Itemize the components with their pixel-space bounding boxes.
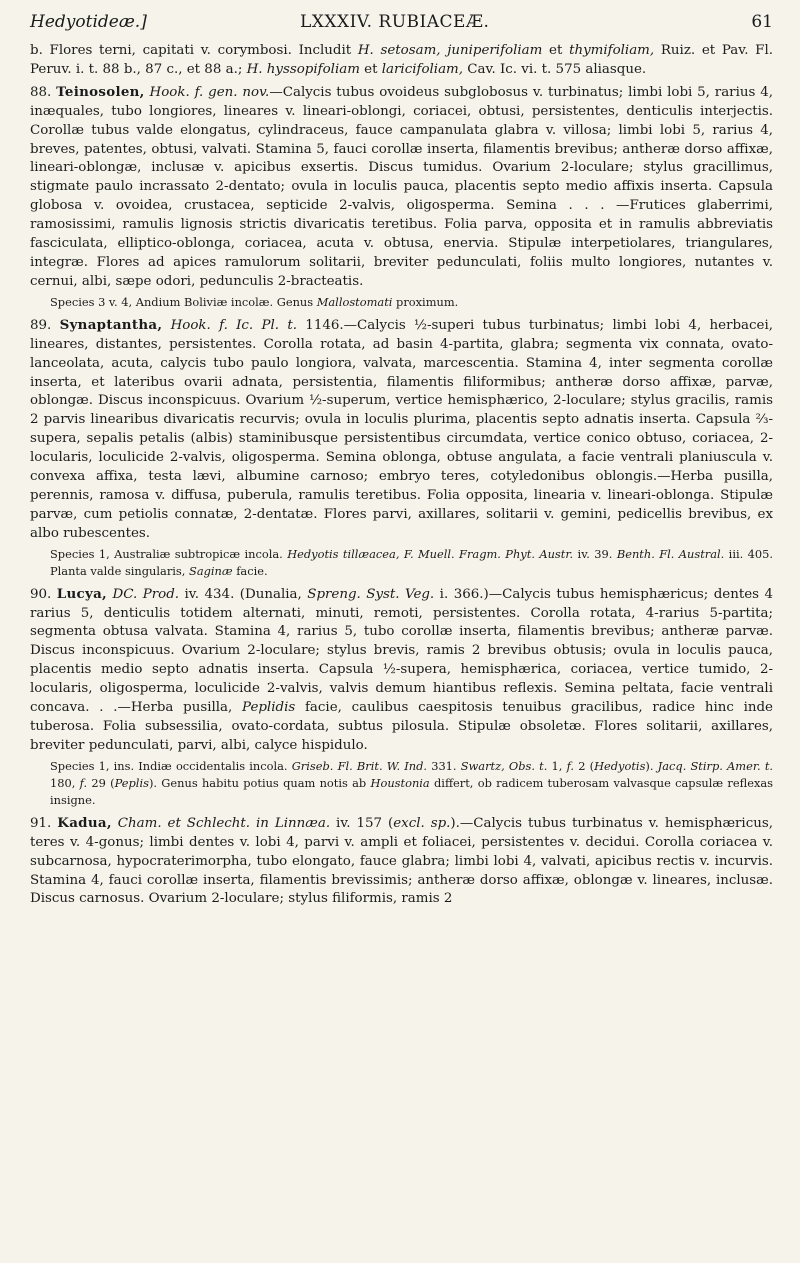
genus-name: Kadua,	[57, 814, 112, 831]
genus-entry-88	[30, 83, 773, 292]
genus-number: 88.	[30, 84, 52, 100]
page-number: 61	[751, 12, 773, 32]
genus-entry-89	[30, 316, 773, 544]
header-family-title: LXXXIV. RUBIACEÆ.	[300, 12, 490, 32]
genus-number: 90.	[30, 586, 52, 602]
genus-name: Synaptantha,	[59, 316, 163, 333]
genus-number: 91.	[30, 815, 52, 831]
genus-name: Teinosolen,	[56, 83, 145, 100]
genus-authority: Hook. f. Ic. Pl. t.	[170, 317, 297, 333]
genus-number: 89.	[30, 317, 52, 333]
genus-note-89: Species 1, Australiæ subtropicæ incola. Hedyotis tillæacea, F. Muell. Fragm. Phyt. Austr. iv. 39. Benth. Fl. Austral. iii. 405. Planta valde singularis, Saginæ facie.	[50, 546, 773, 578]
intro-paragraph: b. Flores terni, capitati v. corymbosi. Includit H. setosam, juniperifoliam et thymifoliam, Ruiz. et Pav. Fl. Peruv. i. t. 88 b., 87 c., et 88 a.; H. hyssopifoliam et laricifoliam, Cav. Ic. vi. t. 575 aliasque.	[30, 43, 773, 77]
genus-note-88: Species 3 v. 4, Andium Boliviæ incolæ. Genus Mallostomati proximum.	[50, 294, 459, 309]
header-section-title: Hedyotideæ.]	[30, 12, 147, 32]
genus-name: Lucya,	[56, 585, 108, 602]
genus-description: —Calycis tubus ovoideus subglobosus v. turbinatus; limbi lobi 5, rarius 4, inæquales, tubo longiores, lineares v. lineari-oblongi, coriacei, obtusi, persistentes, denticulis interjectis. Corollæ tubus valde elongatus, cylindraceus, fauce campanulata glabra v. villosa; limbi lobi 5, rarius 4, breves, patentes, obtusi, valvati. Stamina 5, fauci corollæ inserta, filamentis brevibus; antheræ dorso affixæ, lineari-oblongæ, inclusæ v. apicibus exsertis. Discus tumidus. Ovarium 2-loculare; stylus gracillimus, stigmate paulo incrassato 2-dentato; ovula in loculis pauca, placentis septo medio affixis inserta. Capsula globosa v. ovoidea, crustacea, septicide 2-valvis, oligosperma. Semina . . . —Frutices glaberrimi, ramosissimi, ramulis lignosis strictis divaricatis teretibus. Folia parva, opposita et in ramulis abbreviatis fasciculata, elliptico-oblonga, coriacea, acuta v. obtusa, enervia. Stipulæ interpetiolares, triangulares, integræ. Flores ad apices ramulorum solitarii, breviter pedunculati, foliis multo longiores, nutantes v. cernui, albi, sæpe odori, pedunculis 2-bracteatis.	[30, 84, 773, 289]
running-header	[30, 0, 773, 38]
genus-entry-91: 91. Kadua, Cham. et Schlecht. in Linnæa. iv. 157 (excl. sp.).—Calycis tubus turbinatus v. hemisphæricus, teres v. 4-gonus; limbi dentes v. lobi 4, parvi v. ampli et foliacei, persistentes v. decidui. Corolla coriacea v. subcarnosa, hypocraterimorpha, tubo elongato, fauce glabra; limbi lobi 4, valvati, apicibus rectis v. incurvis. Stamina 4, fauci corollæ inserta, filamentis brevissimis; antheræ dorso affixæ, oblongæ v. lineares, inclusæ. Discus carnosus. Ovarium 2-loculare; stylus filiformis, ramis 2	[30, 814, 773, 907]
genus-authority: Cham. et Schlecht. in Linnæa.	[117, 815, 331, 831]
genus-authority: DC. Prod.	[112, 586, 180, 602]
genus-description: 1146.—Calycis ½-superi tubus turbinatus; limbi lobi 4, herbacei, lineares, distantes, persistentes. Corolla rotata, ad basin 4-partita, glabra; segmenta vix connata, ovato-lanceolata, acuta, calycis tubo paulo longiora, valvata, marcescentia. Stamina 4, inter segmenta corollæ inserta, et lateribus ovarii adnata, persistentia, filamentis filiformibus; antheræ dorso affixæ, parvæ, oblongæ. Discus inconspicuus. Ovarium ½-superum, vertice hemisphærico, 2-loculare; stylus gracilis, ramis 2 parvis linearibus divaricatis recurvis; ovula in loculis plurima, placentis septo adnatis inserta. Capsula ⅔-supera, sepalis petalis (albis) staminibusque persistentibus circumdata, vertice conico obtuso, coriacea, 2-locularis, loculicide 2-valvis, oligosperma. Semina oblonga, obtuse angulata, a facie ventrali planiuscula v. convexa affixa, testa lævi, albumine carnoso; embryo teres, cotyledonibus oblongis.—Herba pusilla, perennis, ramosa v. diffusa, puberula, ramulis teretibus. Folia opposita, linearia v. lineari-oblonga. Stipulæ parvæ, cum petiolis connatæ, 2-dentatæ. Flores parvi, axillares, solitarii v. gemini, pedicellis brevibus, ex albo rubescentes.	[30, 317, 773, 541]
genus-entry-90: 90. Lucya, DC. Prod. iv. 434. (Dunalia, Spreng. Syst. Veg. i. 366.)—Calycis tubus hemisphæricus; dentes 4 rarius 5, denticulis totidem alternati, minuti, remoti, persistentes. Corolla rotata, 4-rarius 5-partita; segmenta obtusa valvata. Stamina 4, rarius 5, tubo corollæ inserta, filamentis brevibus; antheræ parvæ. Discus inconspicuus. Ovarium 2-loculare; stylus brevis, ramis 2 brevibus obtusis; ovula in loculis pauca, placentis medio septo adnatis inserta. Capsula ½-supera, hemisphærica, coriacea, vertice tumido, 2-locularis, oligosperma, loculicide 2-valvis, valvis demum hiantibus reflexis. Semina peltata, facie ventrali concava. . .—Herba pusilla, Peplidis facie, caulibus caespitosis tenuibus gracilibus, radice hinc inde tuberosa. Folia subsessilia, ovato-cordata, subtus pilosula. Stipulæ obsoletæ. Flores solitarii, axillares, breviter pedunculati, parvi, albi, calyce hispidulo.	[30, 585, 774, 753]
body-text	[30, 42, 773, 909]
genus-authority: Hook. f. gen. nov.	[149, 84, 270, 100]
genus-note-90: Species 1, ins. Indiæ occidentalis incola. Griseb. Fl. Brit. W. Ind. 331. Swartz, Obs. t. 1, f. 2 (Hedyotis). Jacq. Stirp. Amer. t. 180, f. 29 (Peplis). Genus habitu potius quam notis ab Houstonia differt, ob radicem tuberosam valvasque capsulæ reflexas insigne.	[50, 758, 774, 807]
